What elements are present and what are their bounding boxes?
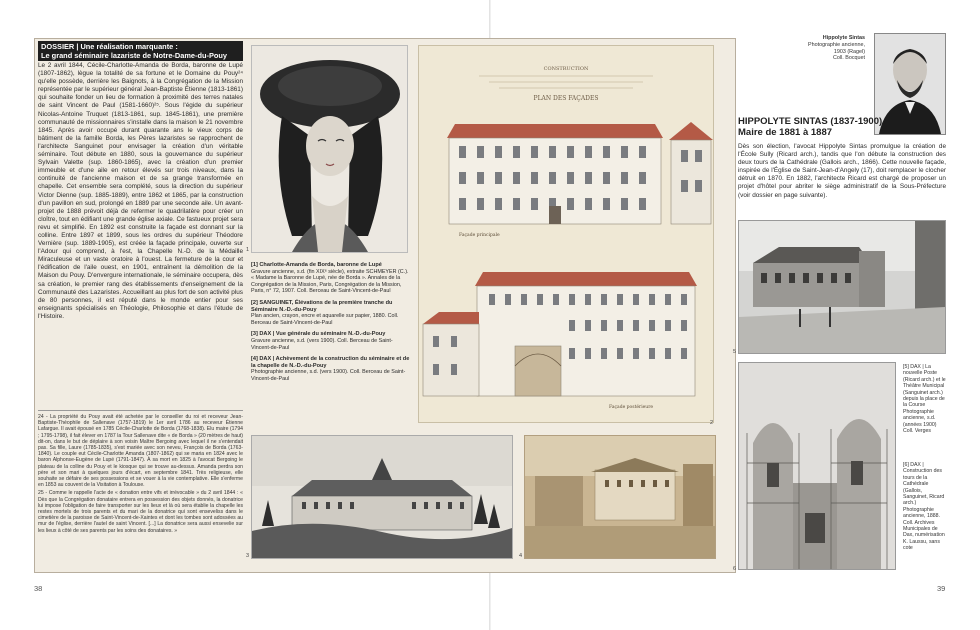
footnote-24: 24 - La propriété du Pouy avait été achetée par le conseiller du roi et receveur Jean-Baptiste-Théophile de Sallenave (1757-1819) le 1er avril 1786 au receveur Étienne Lafargue. Il avait épousé en 1785 Cécile-Charlotte de Borda (1768-1838). Elu maire (1794 ; 1795-1798), il fait élever en 1787 la Tour Sallenave dite « de Borda » (20 mètres de haut) dit-on, dans le but de déplaire à son voisin Maître Bergoing avec lequel il ne s'entendait pas. Sa fille, Laure (1785-1835), s'est mariée avec son neveu, François de Borda (1763-1840). Le couple eut Cécile-Charlotte Amanda (1807-1862) qui se maria en 1824 avec le baron Alphonse-Eugène de Lupé (1791-1847). À sa mort en 1825 à l'avocat Bergoing le plateau de la colline du Pouy et le kiosque qui se trouve au-dessus. Amanda perdra son père et son mari à quelques jours d'écart, en septembre 1841. Très religieuse, elle souhaite se défaire de ses possessions et se vouer à la vie contemplative. Elle s'enferme en 1853 au couvent de la Visitation à Toulouse. [38, 414, 243, 489]
image-number-2: 2 [710, 420, 714, 426]
footnotes [38, 410, 243, 536]
image-number-5: 5 [733, 349, 737, 355]
street-photograph [739, 221, 945, 353]
portrait-caption: Hippolyte Sintas Photographie ancienne, 1903 (Ragel) Coll. Bocquet [808, 35, 865, 62]
plan-label-bottom: Façade postérieure [609, 405, 654, 410]
street-photo-image [738, 220, 946, 354]
caption-1: [1] Charlotte-Amanda de Borda, baronne de Lupé Gravure ancienne, s.d. (fin XIXᵉ siècle), extraite SCHMEYER (C.). « Madame la Baronne de Lupé, née de Borda ». Annales de la Congrégation de la Mission, Paris, Congrégation de la Mission, Paris, n° 72, 1907. Coll. Berceau de Saint-Vincent-de-Paul [251, 262, 409, 295]
right-body-text: Dès son élection, l'avocat Hippolyte Sintas promulgue la création de l'École Sully (Ricard arch.), tandis que l'on débute la construction des deux tours de la Cathédrale (Gallois arch., 1866). Cette nouvelle façade, inspirée de l'Église de Saint-Jean-d'Angely (17), doit remplacer le clocher détruit en 1870. En 1882, l'architecte Ricard est chargé de proposer un projet d'hôtel pour abriter le siège administratif de la Sous-Préfecture (voir dossier en page suivante). [738, 143, 946, 199]
caption-5: [5] DAX | La nouvelle Poste (Ricard arch.) et le Théâtre Municipal (Sanguinet arch.) depuis la place de la Course Photographie ancienne, s.d. (années 1900) Coll. Verges [903, 364, 946, 435]
seminary-photo-image [524, 435, 716, 559]
seminary-engraving-image [251, 435, 513, 559]
image-number-1: 1 [246, 247, 250, 253]
cathedral-photograph [739, 363, 895, 569]
caption-2: [2] SANGUINET, Élévations de la première tranche du Séminaire N.-D.-du-Pouy Plan ancien, crayon, encre et aquarelle sur papier, 1880. Coll. Berceau de Saint-Vincent-de-Paul [251, 299, 399, 326]
cathedral-photo-image [738, 362, 896, 570]
dossier-body-text: Le 2 avril 1844, Cécile-Charlotte-Amanda de Borda, baronne de Lupé (1807-1862), lègue la totalité de sa fortune et le Domaine du Pouy²⁴ qu'elle possède, derrière les Baignots, à la Congrégation de la Mission représentée par le supérieur général Jean-Baptiste Étienne (1813-1861) qui souhaite fonder un lieu de formation à proximité des terres natales de saint Vincent de Paul (1581-1660)²⁵. Sous l'égide du supérieur Nicolas-Antoine Truquet (1813-1861, sup. 1845-1861), une première communauté de missionnaires s'installe dans la maison le 21 novembre 1845. Après avoir occupé durant quarante ans le vieux corps de bâtiment de la famille Borda, les Pères lazaristes se rapprochent de l'architecte Sanguinet pour envisager la création d'un véritable séminaire. Tout débute en 1880, sous la gouvernance du supérieur Sylvain Valette (sup. 1860-1865), avec la création d'un premier immeuble et d'une aile en retour élevés sur trois niveaux, dans la continuité de l'ancienne maison et de sa grange transformée en chapelle. Cet ensemble sera complété, sous la direction du supérieur Victor Dienne (sup. 1885-1889), entre 1862 et 1865, par la construction d'un pavillon en sud, prolongé en 1889 par une seconde aile. Un avant-projet de 1888 prévoit déjà de refermer le quadrilatère pour créer un cloître, tout en édifiant une grande église axiale. Ce fastueux projet sera revu et simplifié. En 1892 est construite la façade est donnant sur la colline. Entre 1897 et 1899, sous les ordres du supérieur Théodore Vernière (sup. 1889-1905), est créée la façade principale, ouverte sur l'Adour qui comprend, à l'est, la Chapelle N.-D. de la Médaille Miraculeuse et un vaste oratoire à l'ouest. La fermeture de la cour et l'édification de l'aile ouest, en 1901, entraînent la démolition de la Maison du Pouy. D'envergure internationale, le séminaire occupera, dès sa création, le premier rang des établissements d'enseignement de la Communauté des Lazaristes. Accueillant au plus fort de son activité plus de 80 personnes, il est réputé dans le monde entier pour ses enseignants spécialisés en Théologie, Philosophie et dans l'étude de l'Histoire. [38, 62, 243, 320]
architectural-plan-image [418, 45, 714, 423]
page-number-left: 38 [34, 584, 43, 593]
footnote-25: 25 - Comme le rappelle l'acte de « donation entre vifs et irrévocable » du 2 avril 1844 : « Dès que la Congrégation donataire entrera en possession des objets donnés, la donatrice lui impose l'obligation de faire transporter sur les lieux et là où sera établie la chapelle les restes mortels de trois parents et du mari de la donatrice qui sont enseveliss dans le cimetière de la paroisse de Saint-Vincent-de-Xaintes et dont les tombes sont adossées au mur de l'église, derrière l'autel de saint Vincent. [...] La donatrice sera aussi ensevelie sur les lieux à côté de ses parents par les soins des donataires. » [38, 490, 243, 534]
page-number-right: 39 [937, 584, 946, 593]
dossier-title-line1: Une réalisation marquante : [80, 42, 178, 51]
seminary-engraving [252, 436, 512, 558]
engraving-illustration [252, 46, 407, 252]
caption-3: [3] DAX | Vue générale du séminaire N.-D.-du-Pouy Gravure ancienne, s.d. (vers 1900). Coll. Berceau de Saint-Vincent-de-Paul [251, 331, 393, 351]
plan-title-text: CONSTRUCTION [543, 66, 589, 72]
caption-4: [4] DAX | Achèvement de la construction du séminaire et de la chapelle de N.-D.-du-Pouy Photographie ancienne, s.d. (vers 1900). Coll. Berceau de Saint-Vincent-de-Paul [251, 356, 410, 382]
seminary-photograph [525, 436, 715, 558]
right-section-title: HIPPOLYTE SINTAS (1837-1900) Maire de 1881 à 1887 [738, 116, 883, 138]
plan-label-top: Façade principale [459, 233, 500, 238]
image-captions [251, 262, 411, 388]
dossier-title: DOSSIER | Une réalisation marquante : Le grand séminaire lazariste de Notre-Dame-du-Pouy [38, 41, 243, 61]
portrait-engraving-image [251, 45, 408, 253]
image-number-6: 6 [733, 566, 737, 572]
image-number-4: 4 [519, 553, 523, 559]
image-number-3: 3 [246, 553, 250, 559]
svg-text:PLAN DES FAÇADES: PLAN DES FAÇADES [533, 95, 599, 102]
dossier-title-line2: Le grand séminaire lazariste de Notre-Dame-du-Pouy [41, 51, 228, 60]
plan-drawing [419, 46, 713, 422]
dossier-label: DOSSIER [41, 42, 75, 51]
caption-6: [6] DAX | Construction des tours de la Cathédrale (Gallois, Sanguinet, Ricard arch.) Photographie ancienne, 1888. Coll. Archives Municipales de Dax, numérisation K. Laussu, sans cote [903, 462, 945, 552]
